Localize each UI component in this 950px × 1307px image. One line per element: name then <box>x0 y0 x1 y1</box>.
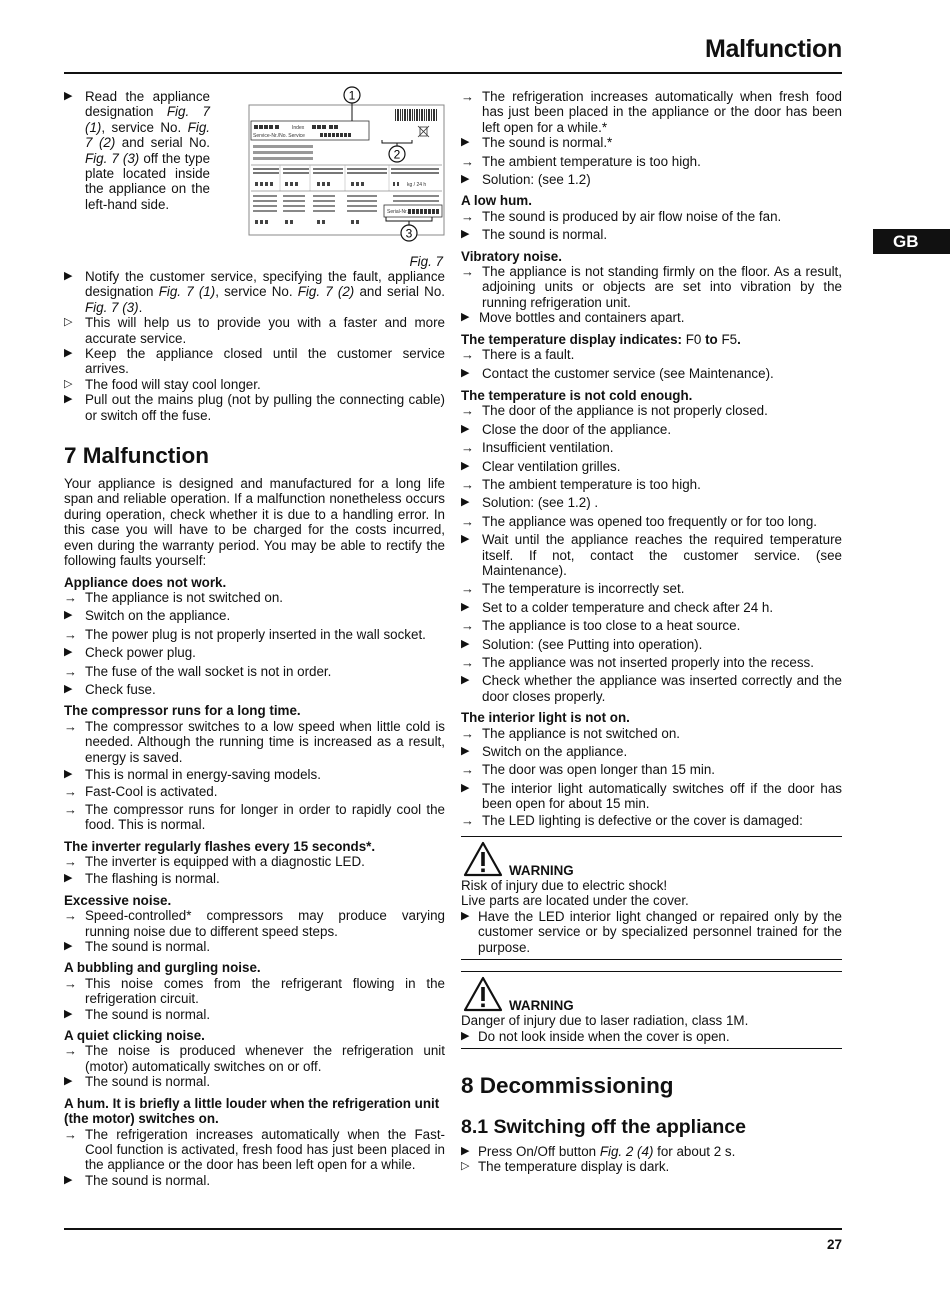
list-item: ▶ Keep the appliance closed until the customer service arrives. <box>64 346 445 377</box>
list-item: ▶ Notify the customer service, specifying the fault, appliance designation Fig. 7 (1), service No. Fig. 7 (2) and serial No. Fig. 7 (3). <box>64 269 446 315</box>
type-plate-block <box>64 88 445 269</box>
list-item: ▶ The sound is normal. <box>64 939 211 955</box>
list-item: ▶ Contact the customer service (see Maintenance). <box>461 365 774 381</box>
list-item: → The ambient temperature is too high. <box>461 153 701 169</box>
fault-title: A quiet clicking noise. <box>64 1028 205 1044</box>
arrow-icon: → <box>461 476 474 492</box>
list-item: ▶ Switch on the appliance. <box>461 744 628 760</box>
list-item: → The refrigeration increases automatically when the Fast-Cool function is activated, fresh food has just been placed in the appliance or the door has been left open for a while. <box>64 1126 445 1173</box>
warning-triangle-icon <box>463 976 503 1012</box>
bullet-icon: ▶ <box>64 1007 73 1020</box>
fault-title: Excessive noise. <box>64 892 172 908</box>
arrow-icon: → <box>64 784 77 800</box>
bullet-icon: ▶ <box>64 393 73 406</box>
fault-title: A low hum. <box>461 193 532 209</box>
note-icon: ▷ <box>64 377 73 390</box>
bullet-icon: ▶ <box>64 1173 73 1186</box>
fault-title: The temperature display indicates: F0 to F5. <box>461 331 741 347</box>
list-item: → The inverter is equipped with a diagnostic LED. <box>64 854 365 869</box>
bullet-icon: ▶ <box>64 767 73 780</box>
list-item: ▶ The sound is normal. <box>461 227 608 243</box>
figure-caption: Fig. 7 <box>409 254 443 269</box>
arrow-icon: → <box>461 264 474 280</box>
arrow-icon: → <box>461 89 474 104</box>
section-heading-8: 8 Decommissioning <box>461 1072 674 1098</box>
footer-rule <box>64 1228 842 1230</box>
bullet-icon: ▶ <box>461 496 470 509</box>
list-item: ▶ Check whether the appliance was inserted correctly and the door closes properly. <box>461 673 842 704</box>
fault-title: The interior light is not on. <box>461 710 630 726</box>
list-item: → Fast-Cool is activated. <box>64 784 218 800</box>
intro-text: Read the appliance designation Fig. 7 (1), service No. Fig. 7 (2) and serial No. Fig. 7 (3) off the type plate located inside the appliance on the left-hand side. <box>85 89 211 212</box>
fault-title: The inverter regularly flashes every 15 seconds*. <box>64 838 376 854</box>
bullet-icon: ▶ <box>461 422 470 435</box>
list-item: ▶ Close the door of the appliance. <box>461 421 672 437</box>
bullet-icon: ▶ <box>64 940 73 953</box>
list-item: → The compressor runs for longer in order to rapidly cool the food. This is normal. <box>64 801 445 833</box>
left-column <box>64 89 445 1188</box>
page-number: 27 <box>826 1237 842 1252</box>
arrow-icon: → <box>64 626 77 642</box>
arrow-icon: → <box>461 812 474 828</box>
warning-label: WARNING <box>509 998 574 1014</box>
bullet-icon: ▶ <box>64 347 73 360</box>
list-item: → The appliance is not switched on. <box>64 589 284 605</box>
arrow-icon: → <box>461 440 474 456</box>
bullet-icon: ▶ <box>64 270 73 282</box>
list-item: → The ambient temperature is too high. <box>461 476 701 492</box>
list-item: ▶ The sound is normal. <box>64 1006 211 1022</box>
fig-service-label: Service-Nr./No. Service <box>253 133 305 139</box>
list-item: ▷ The food will stay cool longer. <box>64 376 261 392</box>
arrow-icon: → <box>461 513 474 529</box>
bullet-icon: ▶ <box>64 1075 73 1088</box>
bullet-icon: ▶ <box>461 1029 470 1042</box>
list-item: → The temperature is incorrectly set. <box>461 581 685 597</box>
section-7-intro: Your appliance is designed and manufactured for a long life span and reliable operation. If a malfunction nonetheless occurs during operation, check whether it is due to a handling error. In this case you will have to be charged for the costs incurred, even during the warranty period. You may be able to rectify the following faults yourself: <box>64 476 445 569</box>
bullet-icon: ▶ <box>461 366 470 379</box>
type-plate-figure <box>247 83 445 251</box>
right-column <box>461 89 842 1175</box>
arrow-icon: → <box>64 1043 77 1059</box>
list-item: ▷ This will help us to provide you with a faster and more accurate service. <box>64 315 445 346</box>
list-item: → The appliance is not standing firmly on the floor. As a result, adjoining units or objects are set into vibration by the running refrigeration unit. <box>461 264 842 310</box>
arrow-icon: → <box>64 908 77 924</box>
fault-title: The temperature is not cold enough. <box>461 387 693 403</box>
fault-title: A hum. It is briefly a little louder when the refrigeration unit (the motor) switches on. <box>64 1095 440 1127</box>
warning-box-laser <box>461 971 842 1049</box>
list-item: → The door of the appliance is not properly closed. <box>461 403 768 419</box>
bullet-icon: ▶ <box>64 90 73 102</box>
list-item: → This noise comes from the refrigerant flowing in the refrigeration circuit. <box>64 975 445 1007</box>
list-item: ▶ Press On/Off button Fig. 2 (4) for about 2 s. <box>461 1143 736 1159</box>
arrow-icon: → <box>64 589 77 605</box>
bullet-icon: ▶ <box>461 637 470 650</box>
warning-line: Danger of injury due to laser radiation, class 1M. <box>461 1013 749 1029</box>
warning-triangle-icon <box>463 841 503 877</box>
list-item: ▶ Switch on the appliance. <box>64 608 231 624</box>
callout-1: 1 <box>348 88 356 103</box>
bullet-icon: ▶ <box>461 459 470 472</box>
intro-item <box>64 89 210 212</box>
list-item: ▶ Have the LED interior light changed or repaired only by the customer service or by specialized personnel trained for the purpose. <box>461 908 842 955</box>
arrow-icon: → <box>461 618 474 634</box>
fig-kg-label: kg / 24 h <box>407 182 427 188</box>
arrow-icon: → <box>461 153 474 169</box>
callout-3: 3 <box>405 226 413 241</box>
list-item: → Insufficient ventilation. <box>461 440 614 456</box>
list-item: ▶ Check power plug. <box>64 645 196 661</box>
list-item: ▶ Solution: (see Putting into operation). <box>461 636 703 652</box>
list-item: ▶ The sound is normal. <box>64 1172 211 1188</box>
list-item: → The LED lighting is defective or the cover is damaged: <box>461 812 803 828</box>
list-item: → The noise is produced whenever the refrigeration unit (motor) automatically switches on or off. <box>64 1043 445 1074</box>
list-item: → The appliance was not inserted properly into the recess. <box>461 655 814 670</box>
list-item: ▶ Do not look inside when the cover is open. <box>461 1028 730 1044</box>
bullet-icon: ▶ <box>64 872 73 885</box>
fig-index-label: Index <box>292 125 305 131</box>
arrow-icon: → <box>461 403 474 419</box>
bullet-icon: ▶ <box>64 682 73 695</box>
warning-line: Risk of injury due to electric shock! <box>461 878 668 894</box>
bullet-icon: ▶ <box>461 674 470 687</box>
list-item: → The appliance is too close to a heat source. <box>461 618 741 634</box>
language-tab: GB <box>873 229 950 254</box>
list-item: ▶ The interior light automatically switches off if the door has been open for about 15 min. <box>461 780 842 812</box>
fault-title: Vibratory noise. <box>461 248 562 264</box>
list-item: ▶ Set to a colder temperature and check after 24 h. <box>461 599 774 615</box>
list-item: ▷ The temperature display is dark. <box>461 1159 670 1175</box>
list-item: → The fuse of the wall socket is not in order. <box>64 663 332 679</box>
arrow-icon: → <box>64 854 77 869</box>
arrow-icon: → <box>461 725 474 741</box>
fig-serial-label: Serial-Nr. <box>387 209 408 215</box>
bullet-icon: ▶ <box>461 311 470 324</box>
arrow-icon: → <box>64 975 77 991</box>
list-item: ▶ Move bottles and containers apart. <box>461 310 685 326</box>
list-item: ▶ Solution: (see 1.2) <box>461 172 591 188</box>
list-item: ▶ Wait until the appliance reaches the required temperature itself. If not, contact the customer service. (see Maintenance). <box>461 532 842 578</box>
list-item: ▶ Pull out the mains plug (not by pulling the connecting cable) or switch off the fuse. <box>64 392 445 423</box>
list-item: → The power plug is not properly inserted in the wall socket. <box>64 626 426 642</box>
warning-label: WARNING <box>509 863 574 879</box>
arrow-icon: → <box>461 208 474 224</box>
list-item: → The compressor switches to a low speed when little cold is needed. Although the running time is increased as a result, energy is saved. <box>64 718 445 765</box>
warning-line: Live parts are located under the cover. <box>461 893 689 909</box>
list-item: → Speed-controlled* compressors may produce varying running noise due to different speed steps. <box>64 908 445 939</box>
list-item: ▶ The sound is normal.* <box>461 135 613 151</box>
arrow-icon: → <box>461 655 474 670</box>
list-item: ▶ The flashing is normal. <box>64 871 220 887</box>
list-item: → The sound is produced by air flow noise of the fan. <box>461 208 782 224</box>
bullet-icon: ▶ <box>461 228 470 241</box>
list-item: ▶ The sound is normal. <box>64 1074 211 1090</box>
intro-list <box>64 269 445 423</box>
list-item: → There is a fault. <box>461 347 575 363</box>
arrow-icon: → <box>64 718 77 734</box>
section-heading-7: 7 Malfunction <box>64 443 209 469</box>
list-item: ▶ Clear ventilation grilles. <box>461 458 621 474</box>
list-item: → The appliance is not switched on. <box>461 725 681 741</box>
section-heading-8-1: 8.1 Switching off the appliance <box>461 1115 746 1138</box>
bullet-icon: ▶ <box>461 533 470 546</box>
fault-title: A bubbling and gurgling noise. <box>64 960 261 976</box>
arrow-icon: → <box>461 347 474 363</box>
arrow-icon: → <box>461 581 474 597</box>
bullet-icon: ▶ <box>461 781 470 794</box>
fault-title: Appliance does not work. <box>64 574 227 590</box>
bullet-icon: ▶ <box>461 745 470 758</box>
list-item: → The appliance was opened too frequently or for too long. <box>461 513 817 529</box>
warning-box-electric <box>461 836 842 960</box>
bullet-icon: ▶ <box>461 909 470 922</box>
bullet-icon: ▶ <box>461 600 470 613</box>
arrow-icon: → <box>64 1126 77 1142</box>
list-item: → The refrigeration increases automatically when fresh food has just been placed in the appliance or the door has been left open for a while.* <box>461 89 842 135</box>
header-rule <box>64 72 842 74</box>
arrow-icon: → <box>64 801 77 817</box>
note-icon: ▷ <box>461 1160 470 1173</box>
note-icon: ▷ <box>64 316 73 329</box>
bullet-icon: ▶ <box>64 646 73 659</box>
page-header-title: Malfunction <box>705 35 842 63</box>
bullet-icon: ▶ <box>461 173 470 186</box>
bullet-icon: ▶ <box>64 609 73 622</box>
fault-title: The compressor runs for a long time. <box>64 703 301 719</box>
list-item: ▶ This is normal in energy-saving models. <box>64 766 321 782</box>
callout-2: 2 <box>393 147 401 162</box>
bullet-icon: ▶ <box>461 136 470 149</box>
arrow-icon: → <box>461 762 474 778</box>
list-item: → The door was open longer than 15 min. <box>461 762 715 778</box>
bullet-icon: ▶ <box>461 1144 470 1157</box>
list-item: ▶ Solution: (see 1.2) . <box>461 495 599 511</box>
arrow-icon: → <box>64 663 77 679</box>
list-item: ▶ Check fuse. <box>64 681 156 697</box>
